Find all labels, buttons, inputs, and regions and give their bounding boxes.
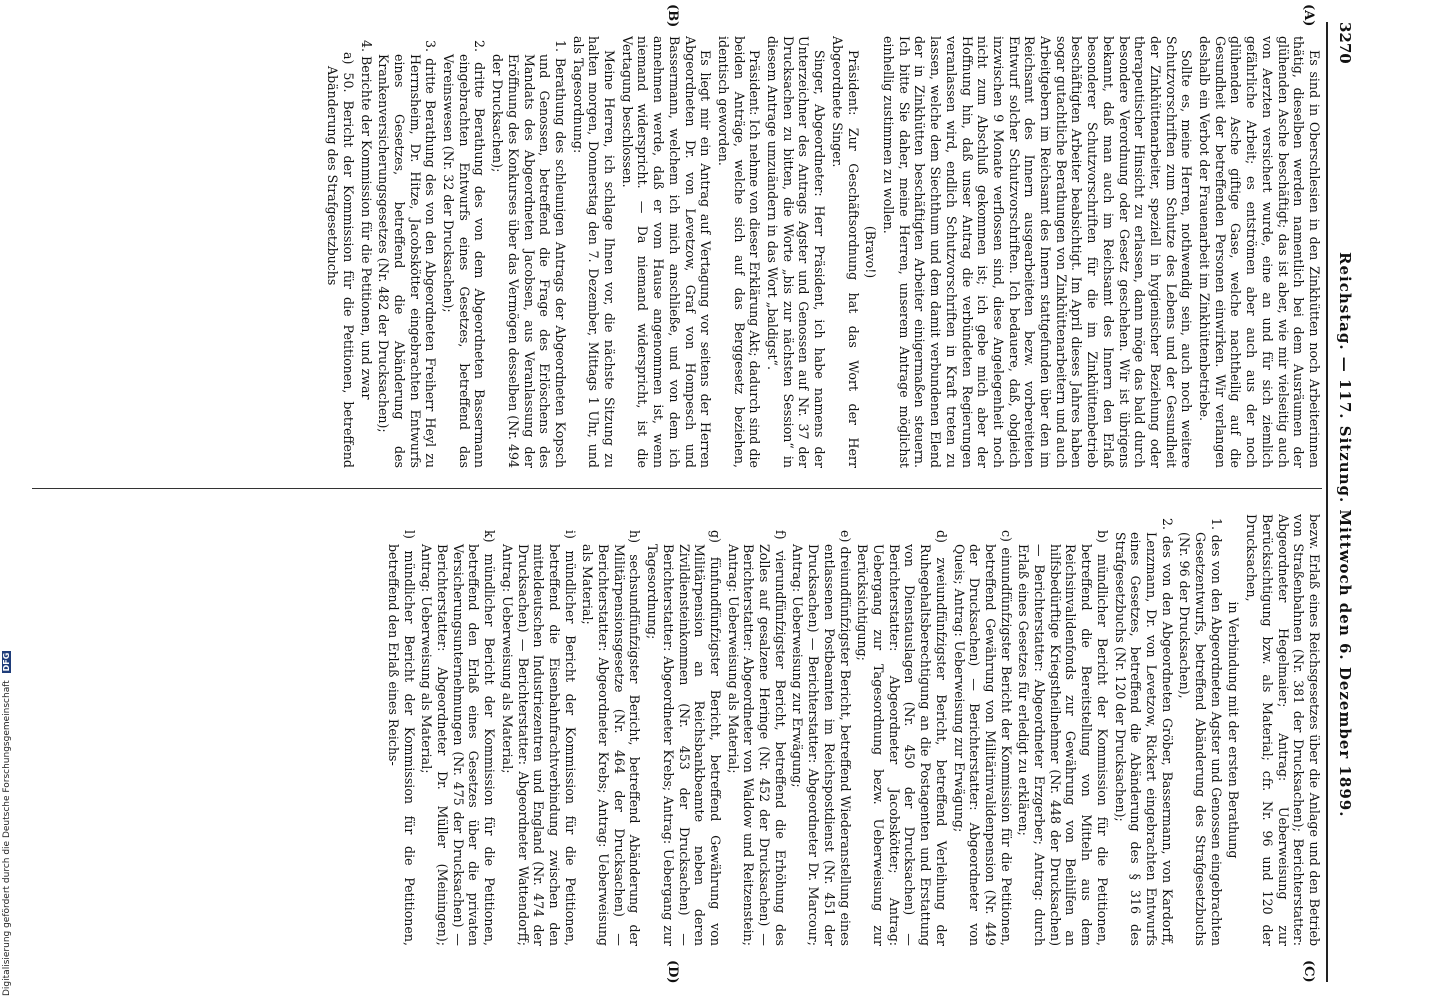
agenda-item: 2. dritte Berathung des von dem Abgeordneten Bassermann eingebrachten Entwurfs eines Gesetzes, betreffend das Vereinswesen (Nr. 32 der Drucksachen); — [441, 40, 488, 468]
paragraph: in Verbindung mit der ersten Berathung — [1226, 601, 1242, 859]
agenda-subitem: b) mündlicher Bericht der Kommission für die Petitionen, betreffend die Bereitstellung von Mitteln aus dem Reichsinvalidenfonds zur Gewährung von Beihilfen an hilfsbedürftige Kriegstheilnehmer (Nr. 448 der Drucksachen) — Berichterstatter: Abgeordneter Erzgerber; Antrag: durch Erlaß eines Gesetzes für erledigt zu erklären; — [1016, 530, 1110, 946]
margin-mark-c: (C) — [1301, 960, 1316, 983]
agenda-subitem: h) sechsundfünfzigster Bericht, betreffend Abänderung der Militärpensionsgesetze (Nr. 464 der Drucksachen) — Berichterstatter: Abgeordneter Krebs; Antrag: Ueberweisung als Material; — [580, 530, 643, 946]
paragraph: Meine Herren, ich schlage Ihnen vor, die nächste Sitzung zu halten morgen, Donnerstag den 7. Dezember, Mittags 1 Uhr, und als Tagesordnung: — [570, 36, 618, 468]
page-number: 3270 — [1336, 22, 1354, 64]
agenda-subitem: f) vierundfünfzigster Bericht, betreffend die Erhöhung des Zolles auf gesalzene Heringe (Nr. 452 der Drucksachen) — Berichterstatter: Abgeordneter von Waldow und Reitzenstein; Antrag: Ueberweisung als Material; — [725, 530, 788, 946]
speaker-paragraph: Präsident: Zur Geschäftsordnung hat das Wort der Herr Abgeordnete Singer. — [829, 36, 861, 468]
paragraph: Es liegt mir ein Antrag auf Vertagung vor seitens der Herren Abgeordneten Dr. von Levetzow, Graf von Hompesch und Bassermann, welchem ich mich anschließe, und von dem ich annehmen werde, daß er vom Hause angenommen ist, wenn niemand widerspricht. — Da niemand widerspricht, ist die Vertagung beschlossen. — [619, 36, 714, 468]
agenda-subitem: g) fünfundfünfzigster Bericht, betreffend Gewährung von Militärpension an Reichsbankbeamte neben deren Zivildiensteinkommen (Nr. 453 der Drucksachen) — Berichterstatter: Abgeordneter Krebs; Antrag: Uebergang zur Tagesordnung; — [645, 530, 723, 946]
paragraph: Es sind in Oberschlesien in den Zinkhütten noch Arbeiterinnen thätig, dieselben werden namentlich bei dem Ausräumen der glühenden Asche beschäftigt; das ist aber, wie mir vielseitig auch von Aerzten versichert wurde, eine an und für sich ziemlich gefährliche Arbeit; es entströmen aber auch aus der noch glühenden Asche giftige Gase, welche nachtheilig auf die Gesundheit der betreffenden Personen einwirken. Wir verlangen deshalb ein Verbot der Frauenarbeit im Zinkhüttenbetriebe. — [1197, 36, 1322, 468]
agenda-subitem: c) einundfünfzigster Bericht der Kommission für die Petitionen, betreffend Gewährung von Militärinvalidenpension (Nr. 449 der Drucksachen) — Berichterstatter: Abgeordneter von Queis; Antrag: Ueberweisung zur Erwägung; — [951, 530, 1014, 946]
speaker-paragraph: Singer, Abgeordneter: Herr Präsident, ich habe namens der Unterzeichner des Antrags Agster und Genossen auf Nr. 37 der Drucksachen zu bitten, die Worte „bis zur nächsten Session“ in diesem Antrage umzuändern in das Wort „baldigst“. — [765, 36, 828, 468]
agenda-subitem: a) 50. Bericht der Kommission für die Petitionen, betreffend Abänderung des Strafgesetzbuchs — [325, 52, 356, 468]
agenda-subitem: l) mündlicher Bericht der Kommission für die Petitionen, betreffend den Erlaß eines Reichs- — [385, 530, 417, 946]
left-column — [32, 36, 1322, 468]
paragraph: bezw. Erlaß eines Reichsgesetzes über die Anlage und den Betrieb von Straßenbahnen (Nr. 381 der Drucksachen); Berichterstatter: Abgeordneter Hegelmaier; Antrag: Ueberweisung zur Berücksichtigung bzw. als Material; cfr. Nr. 96 und 120 der Drucksachen, — [1244, 514, 1322, 946]
agenda-subitem: k) mündlicher Bericht der Kommission für die Petitionen, betreffend den Erlaß eines Gesetzes über die privaten Versicherungsunternehmungen (Nr. 475 der Drucksachen) — Berichterstatter: Abgeordneter Dr. Müller (Meiningen); Antrag: Ueberweisung als Material; — [419, 530, 498, 946]
agenda-item: 2. des von den Abgeordneten Gröber, Bassermann, von Kardorff, Lenzmann, Dr. von Levetzow, Rickert eingebrachten Entwurfs eines Gesetzes, betreffend die Abänderung des § 316 des Strafgesetzbuchs (Nr. 120 der Drucksachen); — [1112, 518, 1175, 946]
agenda-item: 1. Berathung des schleunigen Antrags der Abgeordneten Kopsch und Genossen, betreffend die Frage des Erlöschens des Mandats des Abgeordneten Jacobsen, aus Veranlassung der Eröffnung des Konkurses über das Vermögen desselben (Nr. 494 der Drucksachen); — [490, 40, 568, 468]
agenda-item: 4. Berichte der Kommission für die Petitionen, und zwar — [358, 40, 374, 400]
digitization-credit — [2, 651, 12, 996]
agenda-subitem: e) dreiundfünfzigster Bericht, betreffend Wiederanstellung eines entlassenen Postbeamten im Reichspostdienst (Nr. 451 der Drucksachen) — Berichterstatter: Abgeordneter Dr. Marcour; Antrag: Ueberweisung zur Erwägung; — [790, 530, 853, 946]
dfg-logo: DFG — [2, 652, 11, 672]
agenda-subitem: i) mündlicher Bericht der Kommission für die Petitionen, betreffend die Eisenbahnfrachtverbindung zwischen den mitteldeutschen Industriezentren und England (Nr. 474 der Drucksachen) — Berichterstatter: Abgeordneter Wattendorff; Antrag: Ueberweisung als Material; — [499, 530, 578, 946]
speaker-paragraph: Präsident: Ich nehme von dieser Erklärung Akt; dadurch sind die beiden Anträge, welche sich auf das Berggesetz beziehen, identisch geworden. — [715, 36, 763, 468]
column-divider — [32, 488, 1322, 489]
margin-mark-a: (A) — [1301, 4, 1316, 27]
header-rule — [1326, 22, 1328, 982]
page-header — [1330, 22, 1360, 982]
right-column — [32, 514, 1322, 946]
agenda-subitem: d) zweiundfünfzigster Bericht, betreffend Verleihung der Ruhegehaltsberechtigung an die Postagenten und Erstattung von Dienstauslagen (Nr. 450 der Drucksachen) — Berichterstatter: Abgeordneter Jacobskötter; Antrag: Uebergang zur Tagesordnung bezw. Ueberweisung zur Berücksichtigung; — [855, 530, 949, 946]
credit-text: Digitalisierung gefördert durch die Deutsche Forschungsgemeinschaft — [2, 680, 12, 996]
agenda-item: 3. dritte Berathung des von den Abgeordneten Freiherr Heyl zu Herrnsheim, Dr. Hitze, Jacobskötter eingebrachten Entwurfs eines Gesetzes, betreffend die Abänderung des Krankenversicherungsgesetzes (Nr. 482 der Drucksachen); — [376, 40, 439, 468]
applause-note: (Bravo!) — [863, 225, 879, 279]
margin-mark-b: (B) — [665, 4, 680, 28]
page-title: Reichstag. — 117. Sitzung. Mittwoch den 6. Dezember 1899. — [1336, 252, 1354, 818]
margin-mark-d: (D) — [665, 960, 680, 984]
agenda-item: 1. des von den Abgeordneten Agster und Genossen eingebrachten Gesetzentwurfs, betreffend Abänderung des Strafgesetzbuchs (Nr. 96 der Drucksachen), — [1177, 518, 1224, 946]
paragraph: Sollte es, meine Herren, nothwendig sein, auch noch weitere Schutzvorschriften zum Schutze des Lebens und der Gesundheit der Zinkhüttenarbeiter, speziell in hygienischer Beziehung oder therapeutischer Hinsicht zu erlassen, dann möge das bald durch besondere Verordnung oder Gesetz geschehen. Wir ist übrigens bekannt, daß man auch im Reichsamt des Innern den Erlaß besonderer Schutzvorschriften für die im Zinkhüttenbetrieb beschäftigten Arbeiter beabsichtigt. Im April dieses Jahres haben sogar gutachtliche Berathungen von Zinkhüttenarbeitern und auch Arbeitgebern im Reichsamt des Innern stattgefunden über den im Reichsamt des Innern ausgearbeiteten bezw. vorbereiteten Entwurf solcher Schutzvorschriften. Ich bedauere, daß, obgleich inzwischen 9 Monate verflossen sind, diese Angelegenheit noch nicht zum Abschluß gekommen ist; ich gebe mich aber der Hoffnung hin, daß unser Antrag die verbündeten Regierungen veranlassen wird, endlich Schutzvorschriften in Kraft treten zu lassen, welche dem Siechthum und dem damit verbundenen Elend der in Zinkhütten beschäftigten Arbeiter einigermaßen steuern. Ich bitte Sie daher, meine Herren, unserem Antrage möglichst einhellig zustimmen zu wollen. — [881, 36, 1195, 468]
